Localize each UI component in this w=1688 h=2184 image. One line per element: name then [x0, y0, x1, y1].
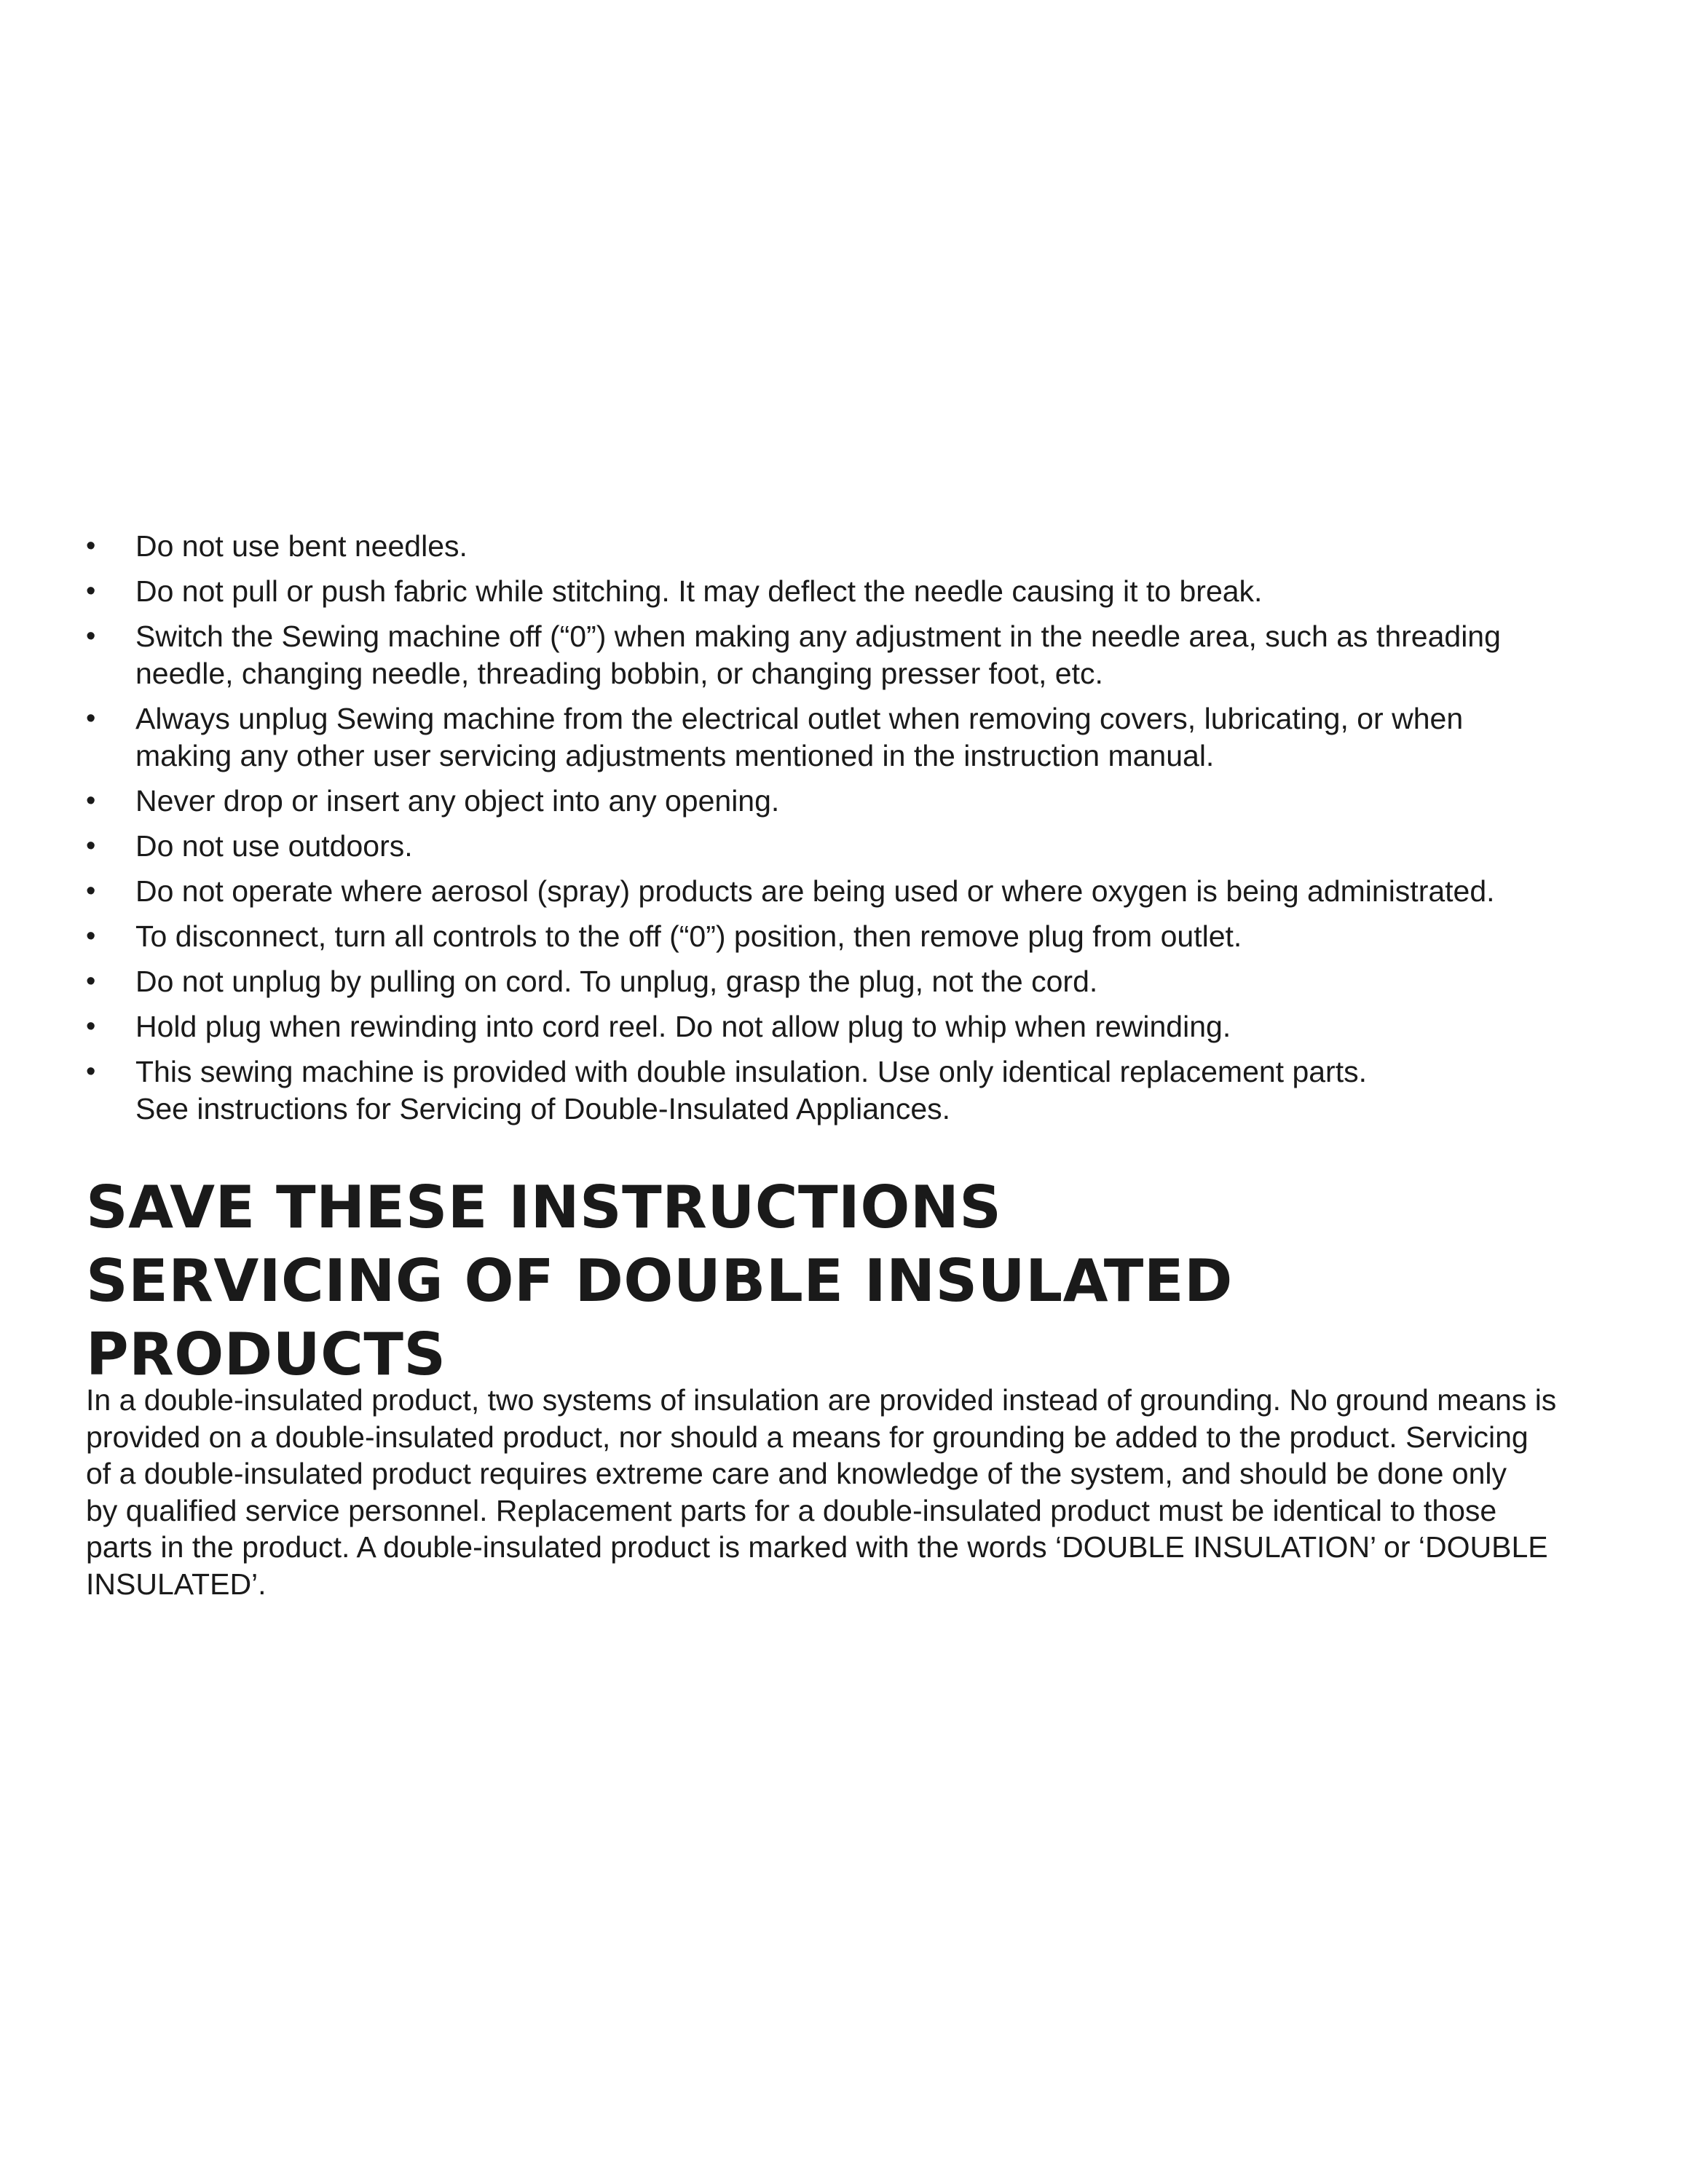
list-item-text: [135, 783, 1615, 820]
bullet-icon: •: [86, 1011, 96, 1042]
list-item-line: See instructions for Servicing of Double-Insulated Appliances.: [135, 1092, 951, 1125]
list-item-text: [135, 573, 1615, 610]
list-item: [86, 783, 1615, 820]
list-item-text: [135, 1008, 1615, 1045]
bullet-icon: •: [86, 966, 96, 997]
list-item-line: Hold plug when rewinding into cord reel. Do not allow plug to whip when rewinding.: [135, 1010, 1231, 1043]
bullet-icon: •: [86, 831, 96, 861]
list-item: [86, 918, 1615, 955]
list-item-line: making any other user servicing adjustments mentioned in the instruction manual.: [135, 739, 1215, 772]
bullet-icon: •: [86, 703, 96, 734]
list-item-line: This sewing machine is provided with double insulation. Use only identical replacement parts.: [135, 1055, 1367, 1088]
list-item-line: Switch the Sewing machine off (“0”) when making any adjustment in the needle area, such as threading: [135, 620, 1501, 653]
servicing-heading-line-1: SERVICING OF DOUBLE INSULATED: [86, 1247, 1233, 1315]
list-item-line: Do not unplug by pulling on cord. To unplug, grasp the plug, not the cord.: [135, 965, 1098, 998]
list-item-line: needle, changing needle, threading bobbin, or changing presser foot, etc.: [135, 657, 1103, 690]
paragraph-line: provided on a double-insulated product, nor should a means for grounding be added to the product. Servicing: [86, 1420, 1529, 1454]
list-item-text: [135, 1053, 1615, 1128]
list-item-text: [135, 918, 1615, 955]
bullet-icon: •: [86, 786, 96, 816]
bullet-icon: •: [86, 531, 96, 561]
bullet-icon: •: [86, 876, 96, 906]
paragraph-line: INSULATED’.: [86, 1567, 267, 1601]
bullet-icon: •: [86, 921, 96, 951]
list-item: [86, 1053, 1615, 1128]
list-item-text: [135, 873, 1615, 910]
paragraph-line: of a double-insulated product requires extreme care and knowledge of the system, and should be done only: [86, 1457, 1507, 1490]
list-item-text: [135, 528, 1615, 565]
list-item-line: Do not pull or push fabric while stitching. It may deflect the needle causing it to break.: [135, 574, 1263, 608]
bullet-icon: •: [86, 621, 96, 652]
list-item-text: [135, 828, 1615, 865]
list-item: [86, 528, 1615, 565]
list-item-text: [135, 700, 1615, 775]
list-item-line: Do not use bent needles.: [135, 529, 468, 563]
list-item: [86, 1008, 1615, 1045]
servicing-paragraph: [86, 1382, 1615, 1602]
list-item: [86, 618, 1615, 692]
list-item: [86, 963, 1615, 1000]
list-item-line: Never drop or insert any object into any opening.: [135, 784, 780, 818]
safety-instructions-list: [86, 528, 1615, 1136]
list-item-text: [135, 963, 1615, 1000]
list-item: [86, 573, 1615, 610]
bullet-icon: •: [86, 1056, 96, 1087]
list-item-line: Do not operate where aerosol (spray) products are being used or where oxygen is being administrated.: [135, 874, 1495, 908]
list-item-text: [135, 618, 1615, 692]
list-item: [86, 700, 1615, 775]
list-item-line: Do not use outdoors.: [135, 829, 413, 863]
save-instructions-heading: SAVE THESE INSTRUCTIONS: [86, 1174, 1002, 1241]
paragraph-line: parts in the product. A double-insulated product is marked with the words ‘DOUBLE INSULATION’ or ‘DOUBLE: [86, 1530, 1548, 1564]
bullet-icon: •: [86, 576, 96, 606]
servicing-heading-line-2: PRODUCTS: [86, 1321, 446, 1388]
paragraph-line: In a double-insulated product, two systems of insulation are provided instead of grounding. No ground means is: [86, 1383, 1557, 1417]
section-headings: [86, 1171, 1615, 1391]
list-item-line: Always unplug Sewing machine from the electrical outlet when removing covers, lubricating, or when: [135, 702, 1464, 735]
list-item: [86, 828, 1615, 865]
list-item-line: To disconnect, turn all controls to the off (“0”) position, then remove plug from outlet.: [135, 919, 1242, 953]
list-item: [86, 873, 1615, 910]
paragraph-line: by qualified service personnel. Replacement parts for a double-insulated product must be identical to those: [86, 1493, 1497, 1527]
